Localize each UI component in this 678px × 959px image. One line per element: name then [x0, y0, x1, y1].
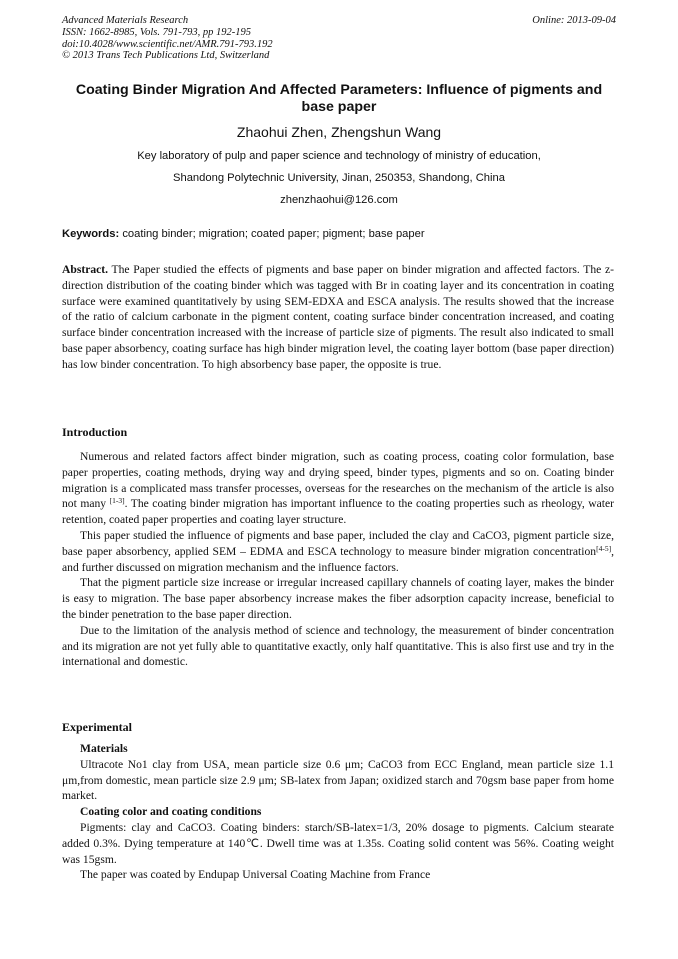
materials-paragraph: Ultracote No1 clay from USA, mean particle size 0.6 μm; CaCO3 from ECC England, mean particle size 1.1 μm,from domestic, mean particle size 2.9 μm; SB-latex from Japan; oxidized starch and 70gsm base paper from home market.: [62, 757, 614, 803]
intro-paragraph-2: [62, 528, 614, 575]
citation-ref: [1-3]: [109, 496, 125, 506]
coating-conditions-paragraph: Pigments: clay and CaCO3. Coating binders: starch/SB-latex=1/3, 20% dosage to pigments. Calcium stearate added 0.3%. Dying temperature at 140℃. Dwell time was at 1.35s. Coating solid content was 56%. Coating weight was 15gsm.: [62, 820, 614, 866]
online-date: Online: 2013-09-04: [532, 15, 616, 26]
abstract-text: The Paper studied the effects of pigments and base paper on binder migration and affected factors. The z-direction distribution of the coating binder which was tagged with Br in coating layer and its concentration in coating surface were examined quantitatively by using SEM-EDXA and ESCA analysis. The results showed that the increase of the ratio of calcium carbonate in the pigment content, coating surface binder concentration increased, and coating surface binder concentration increased with the increase of particle size of pigments. The result also indicated to small base paper absorbency, coating surface has high binder migration level, the coating layer bottom (base paper direction) has low binder concentration. To high absorbency base paper, the opposite is true.: [62, 263, 614, 371]
paper-title: Coating Binder Migration And Affected Parameters: Influence of pigments and base paper: [75, 82, 603, 115]
issn-line: ISSN: 1662-8985, Vols. 791-793, pp 192-195: [62, 26, 251, 38]
intro-p1-text-cont: . The coating binder migration has important influence to the coating properties such as rheology, water retention, coated paper properties and coating layer structure.: [62, 497, 614, 527]
journal-name: Advanced Materials Research: [62, 15, 189, 26]
journal-header: [62, 15, 616, 62]
citation-ref: [4-5]: [596, 543, 612, 553]
keywords-text: coating binder; migration; coated paper; pigment; base paper: [122, 228, 425, 240]
materials-heading: Materials: [80, 742, 128, 755]
copyright-line: © 2013 Trans Tech Publications Ltd, Switzerland: [62, 50, 270, 62]
experimental-heading: Experimental: [62, 720, 132, 734]
abstract: [62, 262, 614, 373]
experimental-section: [62, 741, 614, 883]
authors: Zhaohui Zhen, Zhengshun Wang: [236, 124, 442, 140]
intro-paragraph-1: [62, 449, 614, 528]
intro-paragraph-4: Due to the limitation of the analysis method of science and technology, the measurement of binder concentration and its migration are not yet fully able to quantitative exactly, only half quantitative. This is also first use and try in the international and domestic.: [62, 623, 614, 669]
abstract-label: Abstract.: [62, 263, 109, 276]
intro-p1-text: Numerous and related factors affect binder migration, such as coating process, coating color formulation, base paper properties, coating methods, drying way and drying speed, binder types, pigments and so on. Coating binder migration is a complicated mass transfer processes, overseas for the researches on the mechanism of the article is also not many: [62, 450, 614, 511]
keywords-label: Keywords:: [62, 228, 120, 240]
affiliation-line-2: Shandong Polytechnic University, Jinan, 250353, Shandong, China: [173, 172, 505, 184]
intro-heading: Introduction: [62, 425, 128, 439]
intro-p2-text: This paper studied the influence of pigments and base paper, included the clay and CaCO3, pigment particle size, base paper absorbency, applied SEM – EDMA and ESCA technology to measure binder migration concentration: [62, 528, 614, 558]
coating-machine-paragraph: The paper was coated by Endupap Universal Coating Machine from France: [80, 868, 431, 882]
coating-conditions-heading: Coating color and coating conditions: [80, 805, 262, 819]
doi-line: doi:10.4028/www.scientific.net/AMR.791-793.192: [62, 38, 273, 50]
author-email: zhenzhaohui@126.com: [280, 194, 398, 206]
affiliation-line-1: Key laboratory of pulp and paper science and technology of ministry of education,: [137, 150, 541, 162]
keywords: [62, 228, 616, 240]
intro-paragraph-3: That the pigment particle size increase or irregular increased capillary channels of coating layer, makes the binder is easy to migration. The base paper absorbency increase makes the fiber adsorption capacity increase, beneficial to the binder penetration to the base paper direction.: [62, 576, 614, 621]
intro-p2-text-cont: , and further discussed on migration mechanism and the influence factors.: [62, 544, 614, 574]
intro-section: [62, 449, 614, 670]
